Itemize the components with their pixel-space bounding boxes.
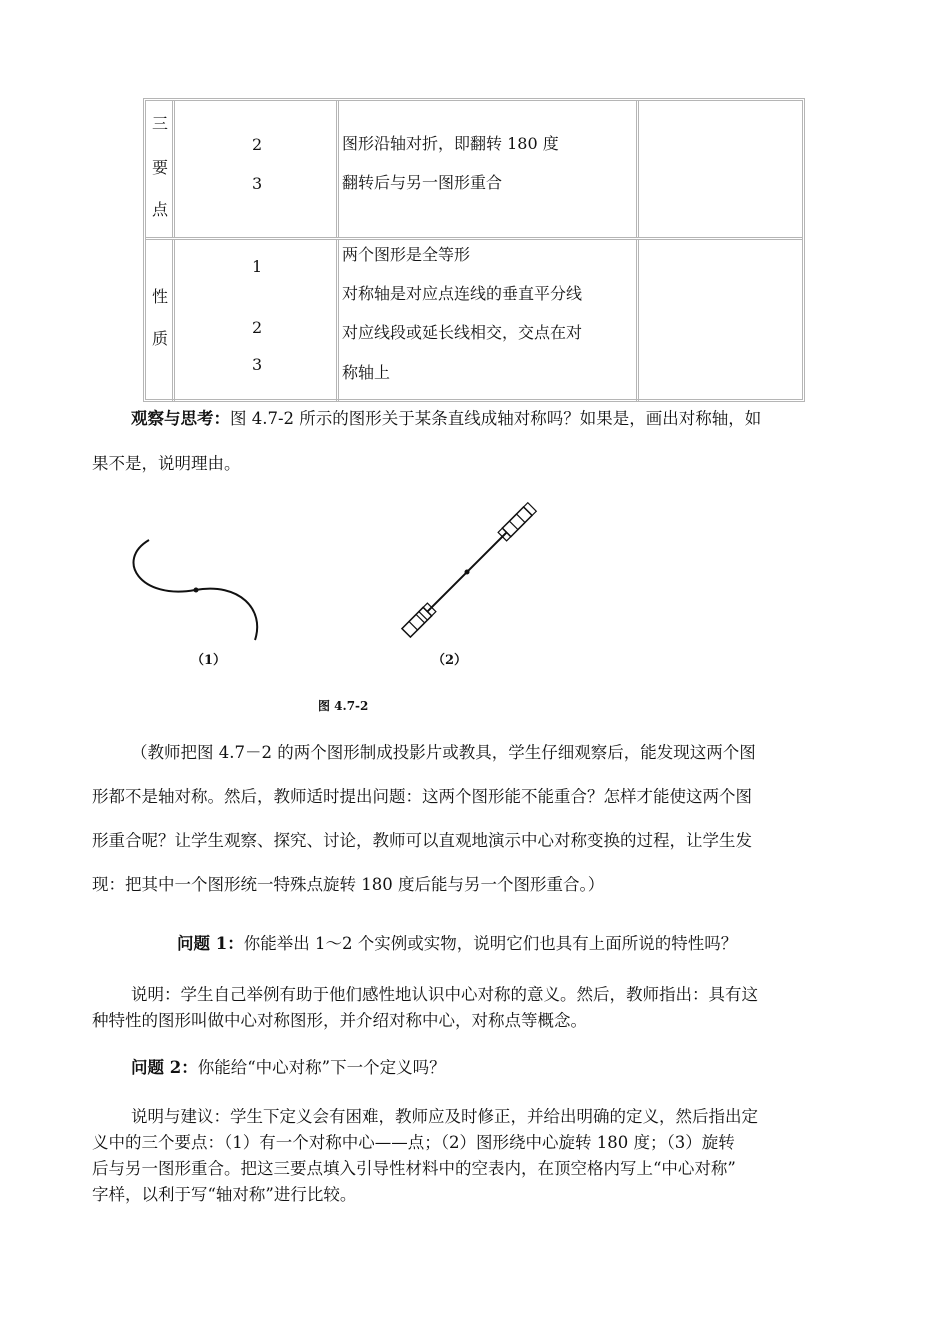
- cell-line: 对应线段或延长线相交，交点在对: [342, 323, 583, 342]
- teacher-note-line: 形都不是轴对称。然后，教师适时提出问题：这两个图形能不能重合？怎样才能使这两个图: [92, 787, 752, 806]
- cell-line: 对称轴是对应点连线的垂直平分线: [342, 284, 583, 303]
- teacher-note-line: 形重合呢？让学生观察、探究、讨论，教师可以直观地演示中心对称变换的过程，让学生发: [92, 831, 752, 850]
- segment-shape: [402, 503, 536, 637]
- question-1-label: 问题 1：: [177, 934, 244, 953]
- item-number: 2: [252, 135, 263, 154]
- question-1: [177, 933, 737, 955]
- explain-2-line: 字样，以利于写“轴对称”进行比较。: [92, 1185, 357, 1204]
- figure-label-2: （2）: [432, 653, 468, 668]
- curve-center-point: [194, 588, 199, 593]
- observe-label: 观察与思考：: [131, 409, 230, 428]
- question-2-label: 问题 2：: [131, 1058, 198, 1077]
- row-label-char: 三: [151, 114, 168, 133]
- row-label-char: 质: [151, 329, 168, 348]
- observe-text: 图 4.7-2 所示的图形关于某条直线成轴对称吗？如果是，画出对称轴，如: [230, 409, 762, 428]
- explain-1-line: 种特性的图形叫做中心对称图形，并介绍对称中心，对称点等概念。: [92, 1011, 587, 1030]
- row-label-char: 要: [151, 158, 168, 177]
- row-label-char: 性: [151, 287, 168, 306]
- item-number: 1: [252, 257, 263, 276]
- item-number: 2: [252, 318, 263, 337]
- figure-caption: 图 4.7-2: [318, 699, 369, 713]
- item-number: 3: [252, 355, 263, 374]
- item-number: 3: [252, 174, 263, 193]
- question-2-text: 你能给“中心对称”下一个定义吗？: [197, 1058, 446, 1077]
- cell-line: 两个图形是全等形: [342, 245, 471, 264]
- explain-2-line: 后与另一图形重合。把这三要点填入引导性材料中的空表内，在顶空格内写上“中心对称”: [92, 1159, 736, 1178]
- observe-line-2: 果不是，说明理由。: [92, 454, 241, 473]
- teacher-note-line: 现：把其中一个图形统一特殊点旋转 180 度后能与另一个图形重合。）: [92, 875, 605, 894]
- cell-line: 称轴上: [342, 363, 391, 382]
- teacher-note-line: （教师把图 4.7－2 的两个图形制成投影片或教具，学生仔细观察后，能发现这两个图: [131, 743, 756, 762]
- cell-line: 翻转后与另一图形重合: [342, 173, 503, 192]
- explain-2-line: 义中的三个要点：（1）有一个对称中心——点；（2）图形绕中心旋转 180 度；（3）旋转: [92, 1133, 735, 1152]
- figure-label-1: （1）: [191, 653, 227, 668]
- question-1-text: 你能举出 1～2 个实例或实物，说明它们也具有上面所说的特性吗？: [243, 934, 738, 953]
- explain-2-line: 说明与建议：学生下定义会有困难，教师应及时修正，并给出明确的定义，然后指出定: [131, 1107, 758, 1126]
- question-2: [131, 1057, 446, 1079]
- cell-line: 图形沿轴对折，即翻转 180 度: [342, 134, 559, 153]
- explain-1-line: 说明：学生自己举例有助于他们感性地认识中心对称的意义。然后，教师指出：具有这: [131, 985, 758, 1004]
- row-label-char: 点: [151, 200, 168, 219]
